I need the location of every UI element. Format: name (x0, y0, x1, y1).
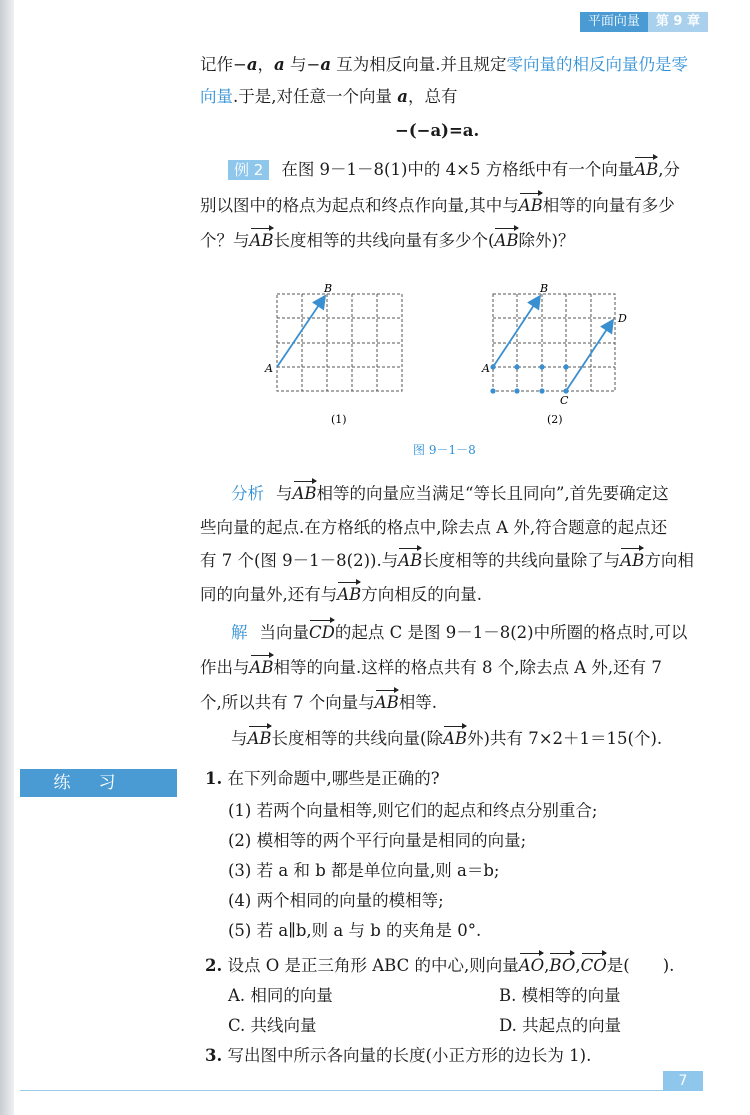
q1-item-5: (5) 若 a∥b,则 a 与 b 的夹角是 0°. (228, 921, 482, 940)
para1-line2 (200, 87, 698, 107)
text: .于是,对任意一个向量 (233, 87, 398, 106)
text: 方向相反的向量. (361, 585, 483, 604)
text: 同的向量外,还有与 (200, 585, 338, 604)
text: 有 7 个(图 9－1－8(2)).与 (200, 551, 399, 570)
text: 相等的向量.这样的格点共有 8 个,除去点 A 外,还有 7 (273, 658, 662, 677)
text: 方向相 (644, 551, 694, 570)
formula: −(−a)=a. (395, 121, 480, 140)
solution-line1 (231, 623, 729, 643)
solution-line4 (231, 729, 729, 749)
analysis-line4 (200, 585, 698, 605)
label-b2: B (540, 282, 549, 295)
chapter-header (580, 12, 708, 32)
q-number: 1. (205, 769, 223, 788)
solution-line3 (200, 693, 698, 713)
figure-9-1-8 (255, 280, 645, 460)
grid-1 (277, 294, 402, 391)
vector-ab: AB (398, 551, 423, 570)
var: a (320, 55, 332, 74)
text: ,分 (658, 160, 681, 179)
chapter-label: 第 9 章 (648, 12, 708, 32)
vector-ab: AB (337, 585, 362, 604)
text: 相等. (398, 693, 438, 712)
example2-line3 (200, 231, 698, 251)
text: 相等的向量有多少 (542, 196, 675, 215)
vector-ab: AB (249, 658, 274, 677)
subfigure-1: (1) (331, 413, 347, 426)
text: 当向量 (259, 623, 309, 642)
vector-ab: AB (442, 729, 468, 748)
lattice-points (490, 364, 568, 393)
highlight-text: 零向量的相反向量仍是零 (506, 55, 689, 74)
analysis-line3 (200, 551, 698, 571)
label-c: C (560, 394, 569, 407)
text: 长度相等的共线向量有多少个( (273, 231, 495, 250)
q1 (205, 769, 703, 789)
var: a (246, 55, 258, 74)
example2-line1 (228, 160, 726, 180)
q2-option-d: D. 共起点的向量 (499, 1016, 622, 1035)
text: 的起点 C 是图 9－1－8(2)中所圈的格点时,可以 (334, 623, 688, 642)
q1-item-2: (2) 模相等的两个平行向量是相同的向量; (228, 831, 527, 850)
analysis-line1 (231, 484, 729, 504)
solution-line2 (200, 658, 698, 678)
vector-ab: AB (374, 693, 399, 712)
q-text: 设点 O 是正三角形 ABC 的中心,则向量 (227, 956, 519, 975)
vector-ab: AB (634, 160, 659, 179)
solution-keyword: 解 (231, 623, 248, 642)
vector-ao: AO (518, 956, 545, 975)
q-text: 是( ). (606, 956, 675, 975)
vector-cd-fig2 (566, 320, 613, 391)
text: ，总有 (407, 87, 458, 106)
q2: 2. 设点 O 是正三角形 ABC 的中心,则向量AO,BO,CO是( ). (205, 956, 675, 975)
text: 与 (276, 484, 293, 503)
text: 与− (284, 55, 321, 74)
vector-ab: AB (494, 231, 519, 250)
text: 在图 9－1－8(1)中的 4×5 方格纸中有一个向量 (281, 160, 635, 179)
analysis-line2: 些向量的起点.在方格纸的格点中,除去点 A 外,符合题意的起点还 (200, 518, 668, 537)
vector-ab: AB (518, 196, 543, 215)
highlight-text: 向量 (200, 87, 233, 106)
text: 个？与 (200, 231, 250, 250)
text: 作出与 (200, 658, 250, 677)
para1-line1 (200, 55, 698, 75)
text: 个,所以共有 7 个向量与 (200, 693, 375, 712)
exercise-heading: 练习 (20, 769, 177, 797)
text: 长度相等的共线向量(除 (271, 729, 443, 748)
q2-option-c: C. 共线向量 (228, 1016, 317, 1035)
text: 除外)？ (518, 231, 575, 250)
text: 记作− (200, 55, 247, 74)
grid-2 (493, 294, 615, 391)
vector-ab: AB (620, 551, 645, 570)
q-number: 3. (205, 1046, 223, 1065)
label-b: B (324, 282, 333, 295)
q1-item-3: (3) 若 a 和 b 都是单位向量,则 a＝b; (228, 861, 500, 880)
text: 相等的向量应当满足“等长且同向”,首先要确定这 (316, 484, 669, 503)
vector-bo: BO (549, 956, 576, 975)
text: 长度相等的共线向量除了与 (422, 551, 621, 570)
q2-option-b: B. 模相等的向量 (499, 986, 621, 1005)
page-number: 7 (663, 1071, 703, 1091)
q2-option-a: A. 相同的向量 (228, 986, 333, 1005)
vector-ab: AB (249, 231, 274, 250)
label-d: D (618, 312, 627, 325)
q1-item-1: (1) 若两个向量相等,则它们的起点和终点分别重合; (228, 801, 598, 820)
q1-item-4: (4) 两个相同的向量的模相等; (228, 891, 444, 910)
text: 外)共有 7×2＋1＝15(个). (467, 729, 663, 748)
q-text: 写出图中所示各向量的长度(小正方形的边长为 1). (227, 1046, 592, 1065)
book-spine-shadow (0, 0, 14, 1115)
text: 别以图中的格点为起点和终点作向量,其中与 (200, 196, 519, 215)
example-badge: 例 2 (228, 160, 269, 180)
example2-line2 (200, 196, 698, 216)
vector-co: CO (580, 956, 607, 975)
vector-ab: AB (292, 484, 317, 503)
var: a (397, 87, 408, 106)
figure-caption: 图 9－1－8 (413, 443, 476, 457)
q-text: 在下列命题中,哪些是正确的? (227, 769, 440, 788)
analysis-keyword: 分析 (231, 484, 264, 503)
label-a: A (265, 362, 273, 375)
text: 与 (231, 729, 248, 748)
vector-ab-fig1 (277, 296, 325, 367)
vector-cd: CD (309, 623, 335, 642)
label-a2: A (482, 362, 490, 375)
text: 互为相反向量.并且规定 (331, 55, 507, 74)
q3 (205, 1046, 703, 1066)
section-title: 平面向量 (580, 12, 648, 32)
q-number: 2. (205, 956, 223, 975)
subfigure-2: (2) (547, 413, 563, 426)
var: a (274, 55, 285, 74)
footer-rule (20, 1090, 668, 1091)
vector-ab: AB (247, 729, 272, 748)
text: ， (257, 55, 275, 74)
